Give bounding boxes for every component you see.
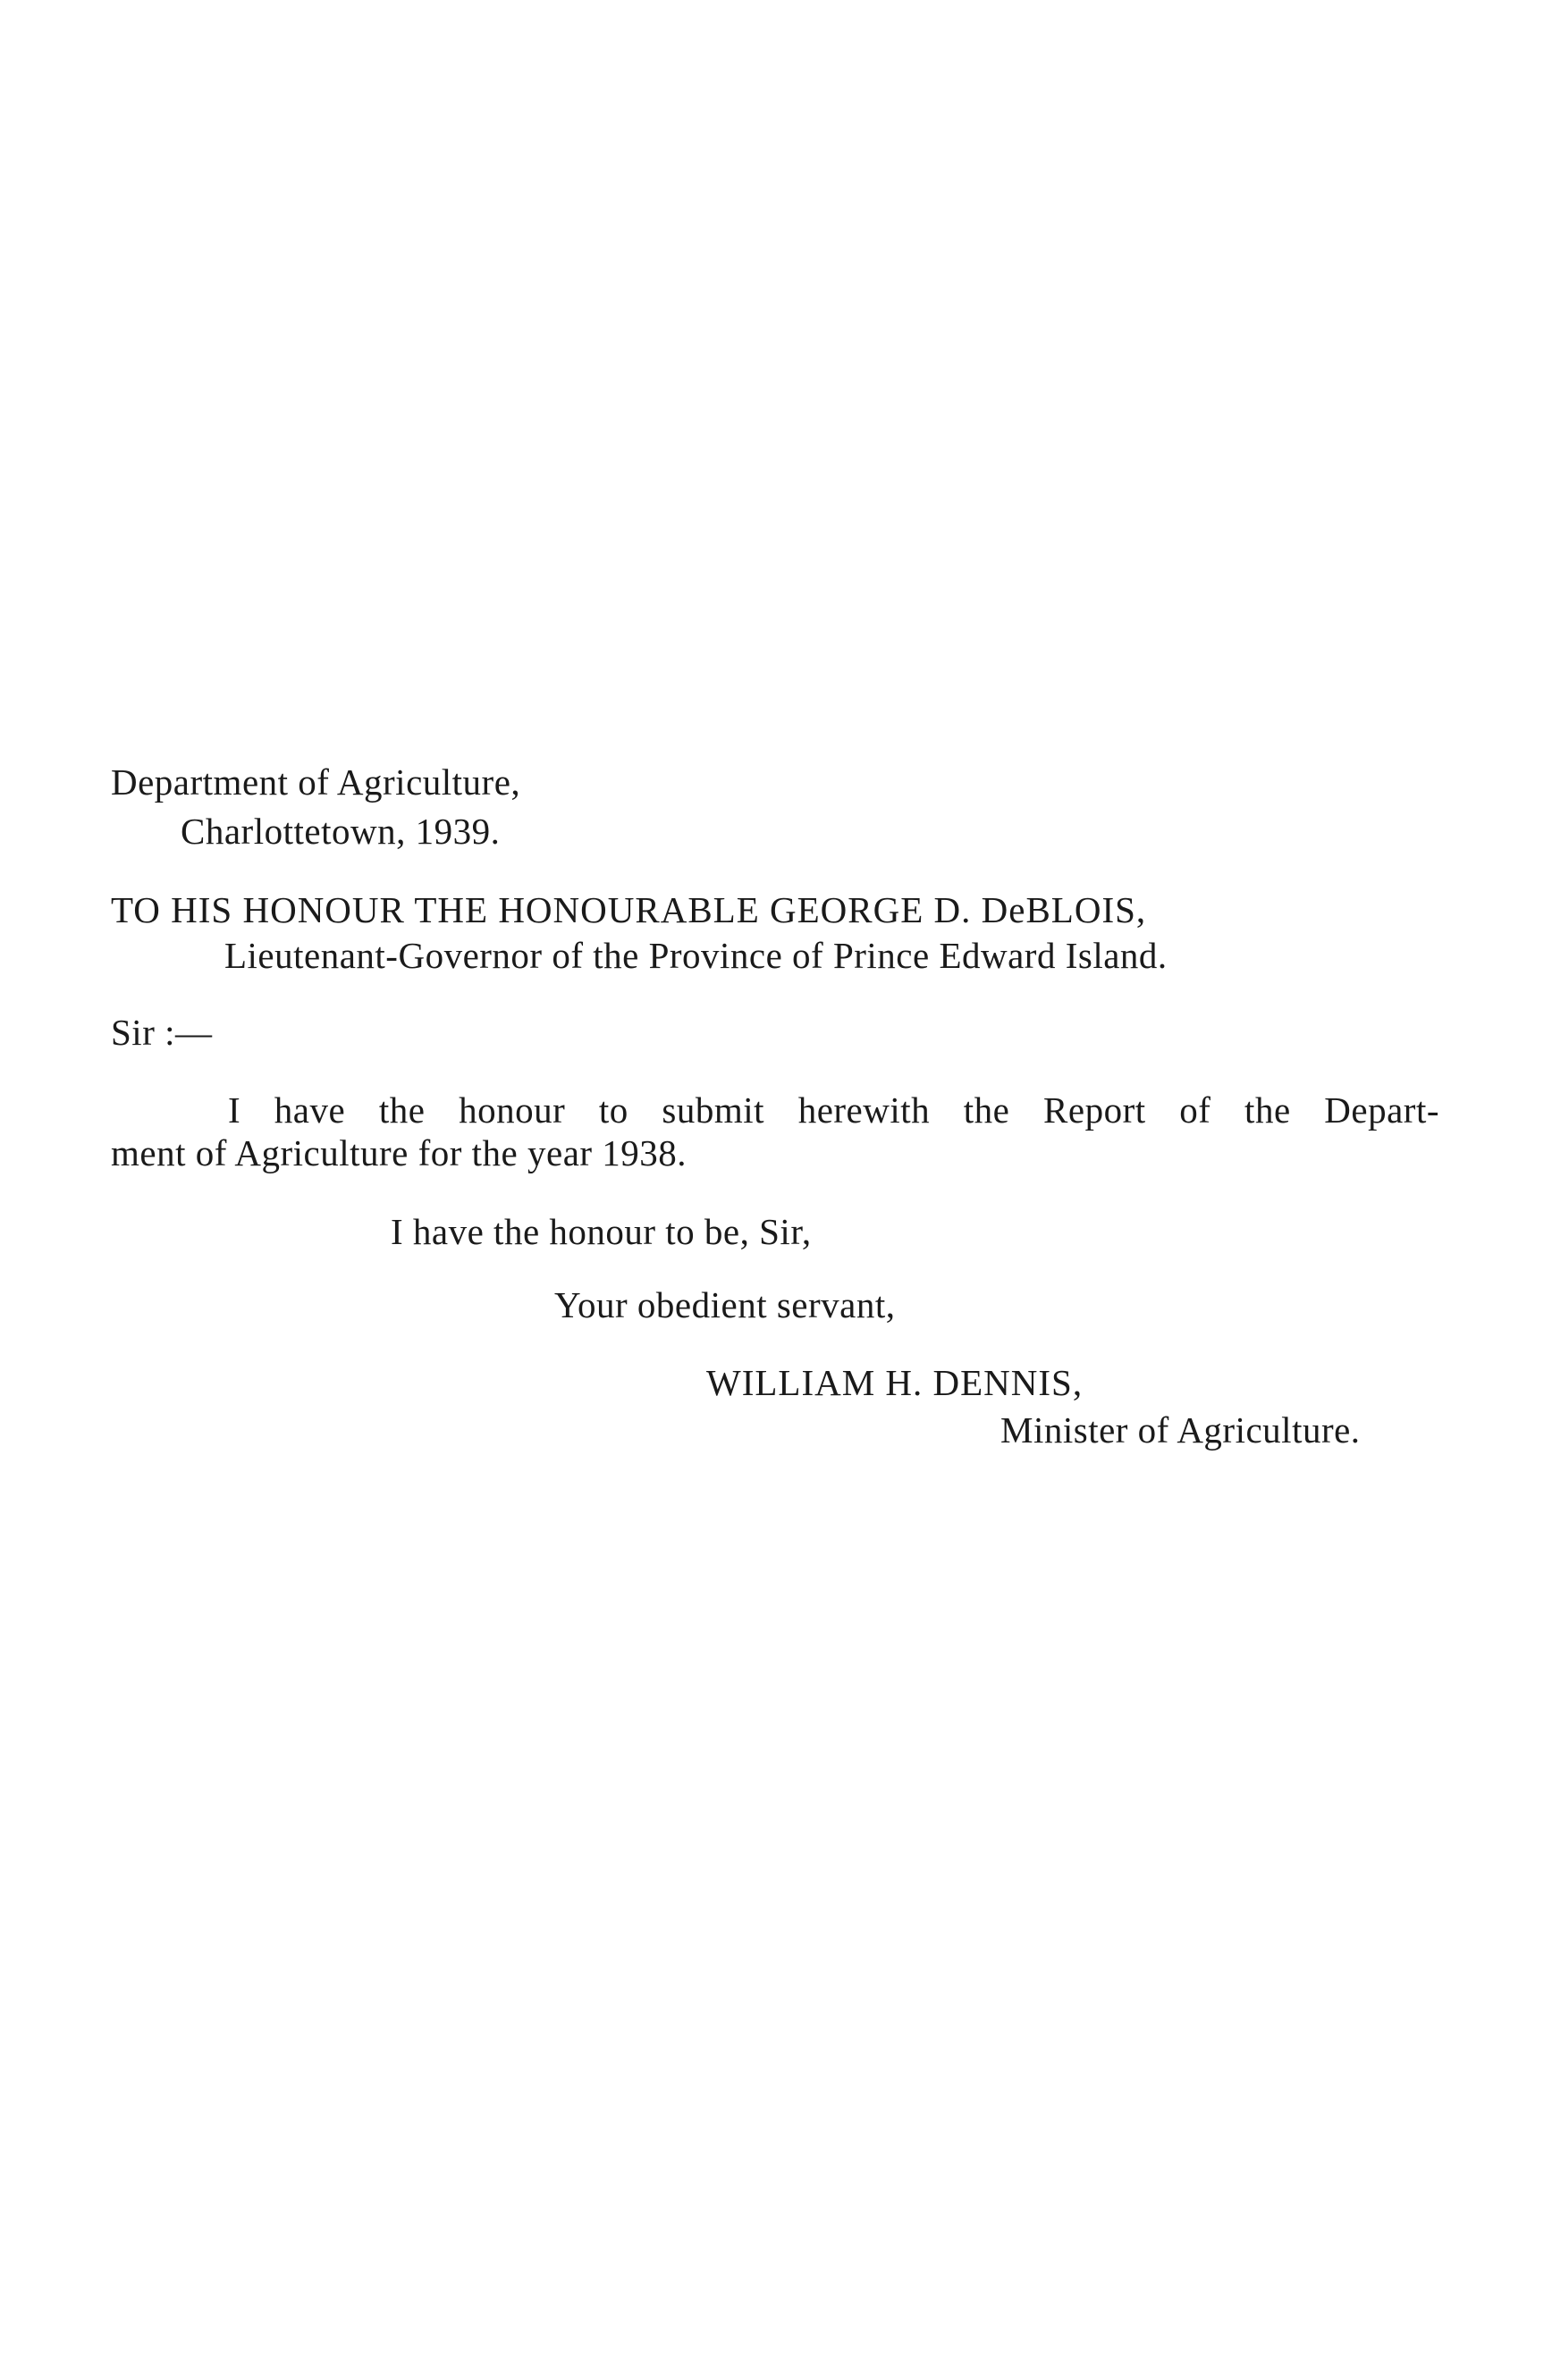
body-line-1-text: I have the honour to submit herewith the Report of the Depart- [228, 1089, 1439, 1131]
closing-line-2: Your obedient servant, [554, 1284, 896, 1325]
signature-name: WILLIAM H. DENNIS, [706, 1362, 1084, 1403]
closing-line-1: I have the honour to be, Sir, [391, 1211, 812, 1252]
sender-place-date: Charlottetown, 1939. [181, 811, 501, 852]
greeting: Sir :— [111, 1012, 213, 1053]
sender-department: Department of Agriculture, [111, 761, 521, 803]
body-line-1 [228, 1089, 1439, 1131]
body-line-2: ment of Agriculture for the year 1938. [111, 1132, 687, 1173]
addressee-title: Lieutenant-Governor of the Province of Prince Edward Island. [224, 935, 1168, 976]
addressee-salutation: TO HIS HONOUR THE HONOURABLE GEORGE D. DeBLOIS, [111, 889, 1147, 930]
signature-title: Minister of Agriculture. [1000, 1409, 1361, 1451]
